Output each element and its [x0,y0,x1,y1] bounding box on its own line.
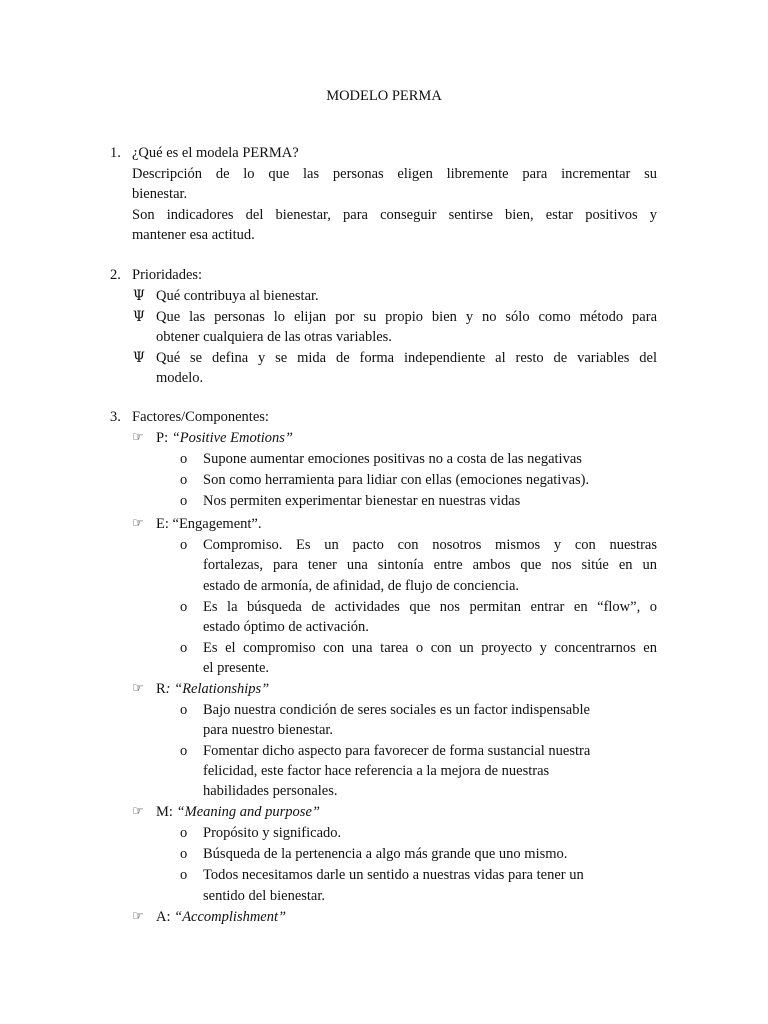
factor-r-item-2-line-2: felicidad, este factor hace referencia a la mejora de nuestras [203,763,550,779]
priority-item-2-line-2: obtener cualquiera de las otras variables. [156,329,392,345]
psi-bullet-icon: Ψ [133,309,145,325]
circle-bullet-icon: o [180,472,188,488]
circle-bullet-icon: o [180,451,188,467]
section-1-paragraph-2-line-2: mantener esa actitud. [132,227,255,243]
factor-e-item-3-line-2: el presente. [203,660,270,676]
factor-m-item-3-line-2: sentido del bienestar. [203,888,326,904]
psi-bullet-icon: Ψ [133,288,145,304]
factor-a-heading: A: “Accomplishment” [156,909,287,925]
factor-m-item-3-line-1: Todos necesitamos darle un sentido a nuestras vidas para tener un [203,867,584,883]
pointing-hand-icon: ☞ [132,681,144,696]
factor-e-item-2-line-2: estado óptimo de activación. [203,619,369,635]
factor-r-item-2-line-1: Fomentar dicho aspecto para favorecer de forma sustancial nuestra [203,743,591,759]
section-1-number: 1. [110,145,121,161]
pointing-hand-icon: ☞ [132,516,144,531]
pointing-hand-icon: ☞ [132,430,144,445]
factor-e-item-3-line-1: Es el compromiso con una tarea o con un proyecto y concentrarnos en [203,640,657,656]
factor-r-item-1-line-1: Bajo nuestra condición de seres sociales es un factor indispensable [203,702,590,718]
section-1-paragraph-2-line-1: Son indicadores del bienestar, para conseguir sentirse bien, estar positivos y [132,207,657,223]
factor-p-item-1: Supone aumentar emociones positivas no a costa de las negativas [203,451,582,467]
factor-r-item-2-line-3: habilidades personales. [203,783,338,799]
circle-bullet-icon: o [180,743,188,759]
factor-r-item-1-line-2: para nuestro bienestar. [203,722,334,738]
priority-item-3-line-2: modelo. [156,370,204,386]
circle-bullet-icon: o [180,825,188,841]
circle-bullet-icon: o [180,846,188,862]
circle-bullet-icon: o [180,537,188,553]
section-1-paragraph-1-line-2: bienestar. [132,186,188,202]
pointing-hand-icon: ☞ [132,909,144,924]
circle-bullet-icon: o [180,599,188,615]
circle-bullet-icon: o [180,702,188,718]
factor-m-heading: M: “Meaning and purpose” [156,804,320,820]
psi-bullet-icon: Ψ [133,350,145,366]
factor-p-item-2: Son como herramienta para lidiar con ellas (emociones negativas). [203,472,590,488]
section-2-heading: Prioridades: [132,267,203,283]
priority-item-1: Qué contribuya al bienestar. [156,288,319,304]
factor-e-item-1-line-1: Compromiso. Es un pacto con nosotros mismos y con nuestras [203,537,657,553]
circle-bullet-icon: o [180,493,188,509]
factor-r-heading: R: “Relationships” [156,681,270,697]
factor-e-item-2-line-1: Es la búsqueda de actividades que nos permitan entrar en “flow”, o [203,599,657,615]
section-1-question: ¿Qué es el modela PERMA? [132,145,299,161]
priority-item-2-line-1: Que las personas lo elijan por su propio bien y no sólo como método para [156,309,657,325]
factor-e-item-1-line-2: fortalezas, para tener una sintonía entre ambos que nos sitúe en un [203,557,657,573]
circle-bullet-icon: o [180,640,188,656]
section-2-number: 2. [110,267,121,283]
pointing-hand-icon: ☞ [132,804,144,819]
factor-m-item-1: Propósito y significado. [203,825,342,841]
factor-p-item-3: Nos permiten experimentar bienestar en nuestras vidas [203,493,521,509]
factor-m-item-2: Búsqueda de la pertenencia a algo más grande que uno mismo. [203,846,568,862]
factor-p-heading: P: “Positive Emotions” [156,430,293,446]
circle-bullet-icon: o [180,867,188,883]
page-title: MODELO PERMA [326,88,442,104]
factor-e-item-1-line-3: estado de armonía, de afinidad, de flujo de conciencia. [203,578,520,594]
priority-item-3-line-1: Qué se defina y se mida de forma independiente al resto de variables del [156,350,657,366]
section-1-paragraph-1-line-1: Descripción de lo que las personas eligen libremente para incrementar su [132,166,657,182]
section-3-number: 3. [110,409,121,425]
factor-e-heading: E: “Engagement”. [156,516,262,532]
section-3-heading: Factores/Componentes: [132,409,269,425]
